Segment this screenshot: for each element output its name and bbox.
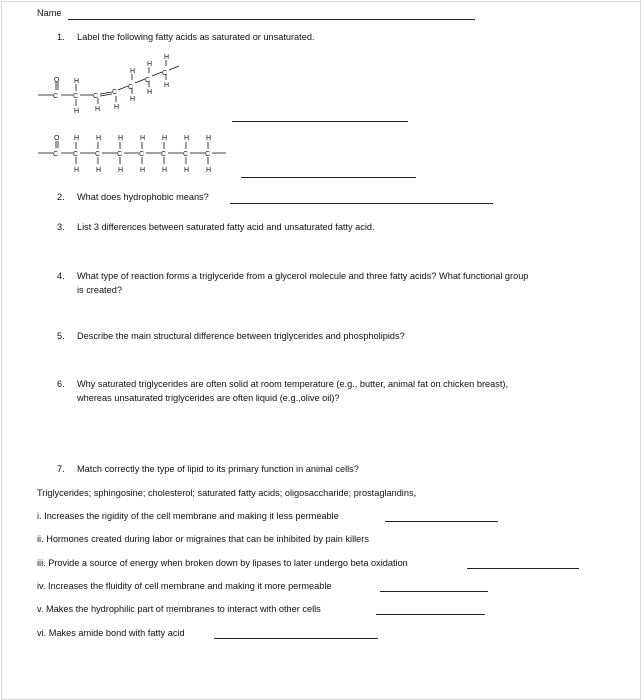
svg-text:O: O bbox=[54, 135, 60, 142]
svg-text:H: H bbox=[206, 167, 212, 174]
svg-text:H: H bbox=[184, 167, 190, 174]
svg-text:H: H bbox=[130, 68, 136, 75]
match-item-iv-answer-line[interactable] bbox=[380, 591, 488, 592]
match-item-v-answer-line[interactable] bbox=[376, 614, 485, 615]
svg-text:C: C bbox=[128, 84, 134, 91]
svg-text:H: H bbox=[74, 135, 80, 142]
svg-text:C: C bbox=[162, 70, 168, 77]
match-item-ii: ii. Hormones created during labor or migraines that can be inhibited by pain killers bbox=[37, 534, 369, 544]
q2-answer-line[interactable] bbox=[230, 203, 493, 204]
svg-text:H: H bbox=[114, 104, 120, 111]
svg-text:C: C bbox=[183, 151, 189, 158]
svg-text:H: H bbox=[74, 167, 80, 174]
svg-text:H: H bbox=[96, 135, 102, 142]
svg-text:H: H bbox=[206, 135, 212, 142]
svg-text:H: H bbox=[118, 135, 124, 142]
svg-text:C: C bbox=[73, 151, 79, 158]
match-item-iii-answer-line[interactable] bbox=[467, 568, 579, 569]
name-answer-line[interactable] bbox=[68, 19, 475, 20]
svg-text:H: H bbox=[130, 96, 136, 103]
match-item-vi: vi. Makes amide bond with fatty acid bbox=[37, 628, 185, 638]
svg-text:H: H bbox=[184, 135, 190, 142]
svg-text:C: C bbox=[95, 151, 101, 158]
svg-text:H: H bbox=[164, 54, 170, 61]
svg-text:C: C bbox=[73, 93, 79, 100]
svg-text:C: C bbox=[112, 89, 118, 96]
match-item-vi-answer-line[interactable] bbox=[214, 638, 378, 639]
svg-text:H: H bbox=[140, 167, 146, 174]
question-3: 3. List 3 differences between saturated fatty acid and unsaturated fatty acid. bbox=[57, 222, 375, 232]
match-item-iv: iv. Increases the fluidity of cell membrane and making it more permeable bbox=[37, 581, 332, 591]
svg-text:C: C bbox=[117, 151, 123, 158]
question-7: 7. Match correctly the type of lipid to its primary function in animal cells? bbox=[57, 464, 359, 474]
name-label: Name bbox=[37, 8, 62, 18]
svg-text:H: H bbox=[140, 135, 146, 142]
carbon-atom: C bbox=[53, 93, 59, 100]
svg-text:H: H bbox=[74, 78, 80, 85]
svg-text:C: C bbox=[205, 151, 211, 158]
svg-text:H: H bbox=[95, 106, 101, 113]
question-1: 1. Label the following fatty acids as saturated or unsaturated. bbox=[57, 32, 315, 42]
svg-text:C: C bbox=[145, 77, 151, 84]
svg-text:H: H bbox=[147, 89, 153, 96]
oxygen-atom: O bbox=[54, 77, 60, 84]
svg-text:C: C bbox=[161, 151, 167, 158]
svg-text:C: C bbox=[93, 93, 99, 100]
question-4: 4. What type of reaction forms a triglyceride from a glycerol molecule and three fatty acids? What functional group is created? bbox=[57, 271, 529, 295]
match-item-i-answer-line[interactable] bbox=[385, 521, 498, 522]
question-5: 5. Describe the main structural difference between triglycerides and phospholipids? bbox=[57, 331, 405, 341]
svg-text:C: C bbox=[53, 151, 59, 158]
question-2: 2. What does hydrophobic means? bbox=[57, 192, 209, 202]
q1-answer-line-1[interactable] bbox=[232, 121, 408, 122]
svg-text:H: H bbox=[96, 167, 102, 174]
svg-text:H: H bbox=[74, 108, 80, 115]
unsaturated-fatty-acid-structure bbox=[36, 52, 216, 122]
q1-answer-line-2[interactable] bbox=[241, 177, 416, 178]
saturated-fatty-acid-structure bbox=[36, 133, 236, 175]
lipid-options-list: Triglycerides; sphingosine; cholesterol; saturated fatty acids; oligosaccharide; prostaglandins, bbox=[37, 488, 417, 498]
svg-text:H: H bbox=[164, 82, 170, 89]
svg-text:H: H bbox=[147, 61, 153, 68]
svg-text:H: H bbox=[118, 167, 124, 174]
svg-text:H: H bbox=[162, 167, 168, 174]
svg-text:H: H bbox=[162, 135, 168, 142]
match-item-i: i. Increases the rigidity of the cell membrane and making it less permeable bbox=[37, 511, 339, 521]
question-6: 6. Why saturated triglycerides are often solid at room temperature (e.g., butter, animal fat on chicken breast), whereas unsaturated triglycerides are often liquid (e.g.,olive oil)? bbox=[57, 379, 508, 403]
match-item-v: v. Makes the hydrophilic part of membranes to interact with other cells bbox=[37, 604, 321, 614]
match-item-iii: iii. Provide a source of energy when broken down by lipases to later undergo beta oxidation bbox=[37, 558, 408, 568]
svg-text:C: C bbox=[139, 151, 145, 158]
